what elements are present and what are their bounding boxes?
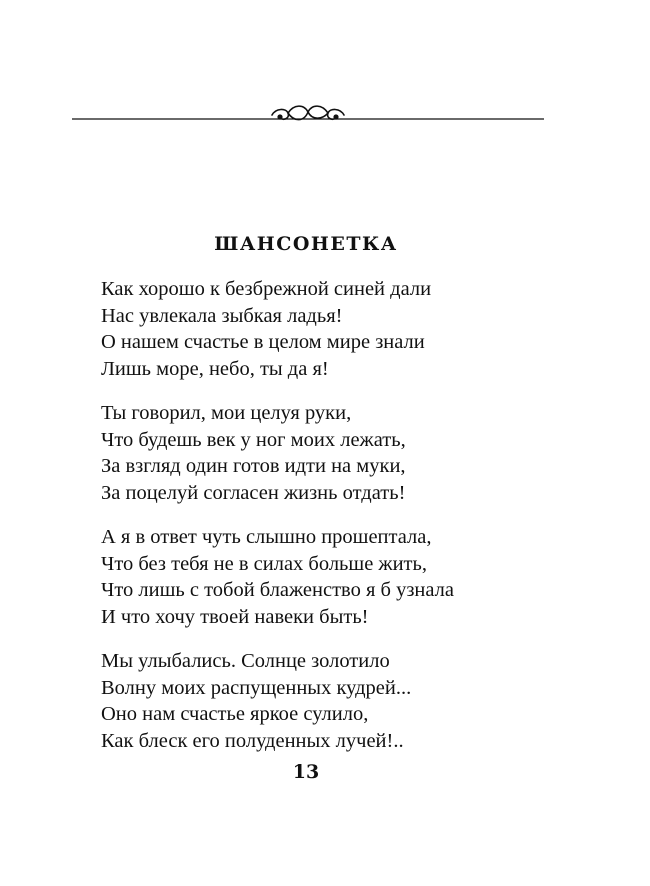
poem-line: Ты говорил, мои целуя руки, — [101, 402, 352, 424]
stanza-1 — [101, 276, 621, 382]
poem-line: Лишь море, небо, ты да я! — [101, 357, 329, 380]
header-ornament-rule — [72, 98, 544, 126]
stanza-3 — [101, 524, 621, 630]
poem-line: Что лишь с тобой блаженство я б узнала — [101, 579, 455, 601]
stanza-2 — [101, 400, 621, 506]
poem-line: Что будешь век у ног моих лежать, — [101, 428, 406, 451]
poem-line: И что хочу твоей навеки быть! — [101, 605, 369, 628]
stanza-4 — [101, 648, 621, 754]
poem-body — [101, 276, 621, 772]
poem-line: Как хорошо к безбрежной синей дали — [101, 278, 432, 300]
poem-line: За поцелуй согласен жизнь отдать! — [101, 481, 406, 504]
poem-line: Волну моих распущенных кудрей... — [101, 676, 412, 699]
poem-line: За взгляд один готов идти на муки, — [101, 455, 406, 477]
poem-line: Как блеск его полуденных лучей!.. — [101, 729, 404, 752]
poem-line: Что без тебя не в силах больше жить, — [101, 552, 427, 575]
poem-line: Оно нам счастье яркое сулило, — [101, 703, 369, 725]
poem-line: А я в ответ чуть слышно прошептала, — [101, 526, 432, 548]
poem-line: Нас увлекала зыбкая ладья! — [101, 304, 343, 327]
poem-title: ШАНСОНЕТКА — [214, 233, 398, 255]
page-number: 13 — [292, 761, 320, 783]
poem-line: О нашем счастье в целом мире знали — [101, 331, 425, 353]
poem-line: Мы улыбались. Солнце золотило — [101, 650, 390, 672]
flourish-ornament-icon — [72, 98, 544, 126]
